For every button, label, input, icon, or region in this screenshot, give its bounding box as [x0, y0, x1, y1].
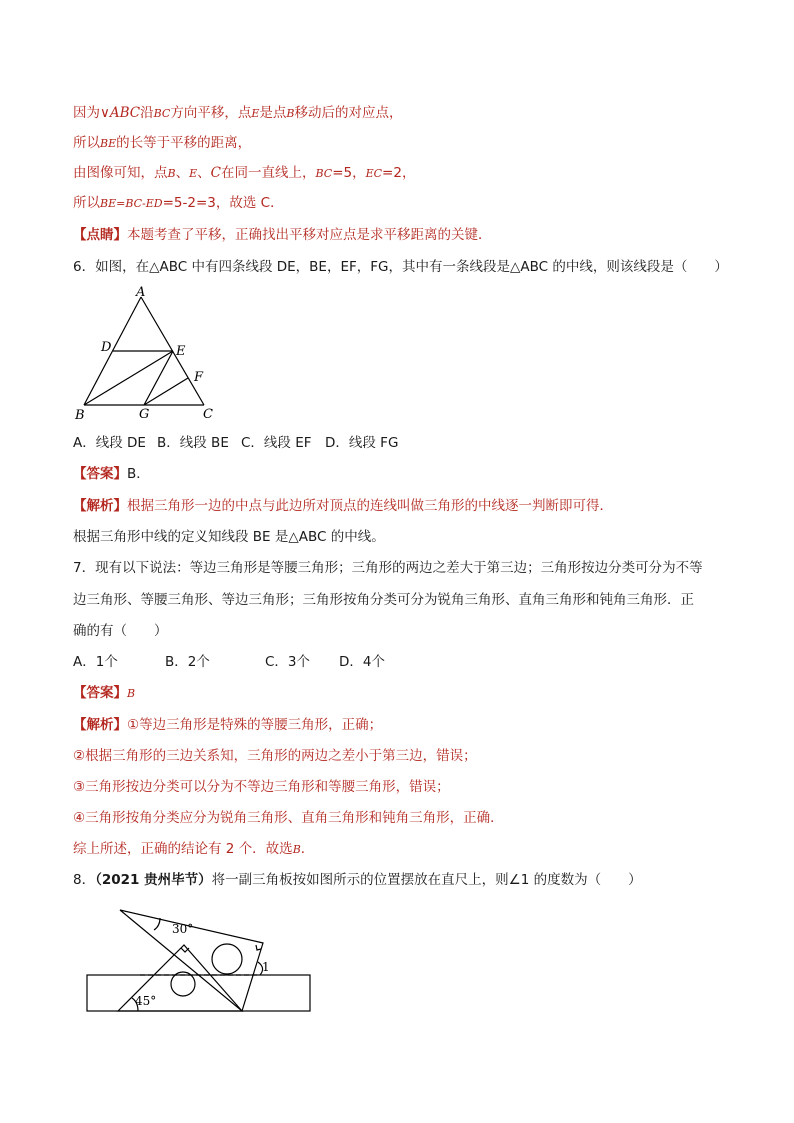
analysis-tag: 【解析】: [73, 717, 127, 733]
q7-stem-2: 边三角形、等腰三角形、等边三角形；三角形按角分类可分为锐角三角形、直角三角形和钝角三角形．正: [73, 592, 694, 608]
right-angle-mark-bottom: [181, 948, 189, 952]
right-angle-mark-top: [256, 945, 261, 950]
ruler: [87, 975, 310, 1011]
angle-30-arc: [154, 918, 160, 930]
text: 所以: [73, 135, 100, 151]
sol5-line2: [73, 134, 251, 153]
q6-extra: 根据三角形中线的定义知线段 BE 是△ABC 的中线。: [73, 529, 385, 545]
segment-ec: EC: [365, 167, 383, 180]
text: 是点: [259, 105, 287, 121]
text: 的长等于平移的距离，: [116, 135, 252, 151]
label-e: E: [176, 344, 186, 359]
text: 、: [175, 165, 190, 181]
q7-option-c[interactable]: C．3个: [265, 654, 311, 670]
label-g: G: [139, 407, 150, 422]
segment-bc: BC: [315, 167, 333, 180]
q7-conclusion: [73, 840, 314, 859]
answer-tag: 【答案】: [73, 466, 127, 482]
sol5-line3: [73, 164, 415, 183]
analysis-text: ①等边三角形是特殊的等腰三角形，正确；: [127, 717, 383, 733]
analysis-tag: 【解析】: [73, 498, 127, 514]
text: =5-2=3，故选: [162, 195, 257, 211]
sol5-comment: [73, 226, 492, 244]
q7-analysis-4: ④三角形按角分类应分为锐角三角形、直角三角形和钝角三角形，正确．: [73, 810, 504, 826]
sol5-line1: [73, 104, 402, 123]
segment-bc: BC: [153, 107, 171, 120]
q7-option-b[interactable]: B．2个: [165, 654, 210, 670]
label-a: A: [136, 285, 146, 300]
q8-triangle-ruler-figure: [80, 902, 320, 1020]
text: 、: [197, 165, 211, 181]
q7-options: [73, 653, 385, 671]
label-d: D: [101, 340, 112, 355]
answer-tag: 【答案】: [73, 685, 127, 701]
text: 由图像可知，点: [73, 165, 168, 181]
q7-stem-1: 7．现有以下说法：等边三角形是等腰三角形；三角形的两边之差大于第三边；三角形按边分类可分为不等: [73, 560, 703, 576]
q7-option-a[interactable]: A．1个: [73, 654, 118, 670]
label-30-degree: 30°: [172, 922, 194, 936]
comment-tag: 【点睛】: [73, 227, 127, 243]
label-b: B: [75, 408, 85, 423]
analysis-text: 根据三角形一边的中点与此边所对顶点的连线叫做三角形的中线逐一判断即可得．: [127, 498, 613, 514]
count: 2: [225, 841, 235, 857]
equation: BE=BC-ED: [100, 197, 163, 210]
sol5-line4: [73, 194, 284, 213]
q6-option-a[interactable]: A．线段 DE: [73, 435, 146, 451]
point-e: E: [189, 167, 198, 180]
segment-be: BE: [100, 137, 117, 150]
answer-value: B．: [127, 466, 150, 482]
label-f: F: [194, 370, 204, 385]
q6-option-c[interactable]: C．线段 EF: [241, 435, 312, 451]
triangle-symbol: ∨ABC: [100, 105, 141, 121]
label-c: C: [203, 407, 213, 422]
q6-option-d[interactable]: D．线段 FG: [325, 435, 399, 451]
text: 所以: [73, 195, 100, 211]
text: 在同一直线上，: [220, 165, 316, 181]
point-e: E: [251, 107, 260, 120]
point-b: B: [286, 107, 295, 120]
question-text: 将一副三角板按如图所示的位置摆放在直尺上，则∠1 的度数为（ ）: [211, 872, 642, 888]
text: 移动后的对应点，: [294, 105, 403, 121]
q6-stem: 6．如图，在△ABC 中有四条线段 DE，BE，EF，FG，其中有一条线段是△ABC 的中线，则该线段是（ ）: [73, 259, 728, 275]
comment-text: 本题考查了平移，正确找出平移对应点是求平移距离的关键．: [127, 227, 492, 243]
text: =5，: [332, 165, 366, 181]
q7-option-d[interactable]: D．4个: [339, 654, 385, 670]
point-c: C: [210, 165, 221, 181]
q6-options: [73, 434, 398, 452]
text: 因为: [73, 105, 100, 121]
q8-stem: [73, 871, 642, 889]
text: 沿: [140, 105, 154, 121]
text: 方向平移，点: [170, 105, 252, 121]
q6-answer: [73, 465, 150, 483]
text: ．: [300, 841, 315, 857]
label-45-degree: 45°: [135, 994, 157, 1008]
answer-letter: B: [292, 843, 301, 856]
text: 个．故选: [238, 841, 293, 857]
triangle-hole-top: [212, 944, 242, 974]
segment-be: [84, 351, 173, 405]
q7-stem-3: 确的有（ ）: [73, 623, 168, 639]
label-angle-1: 1: [262, 960, 270, 974]
question-source: （2021 贵州毕节）: [95, 872, 212, 888]
q6-analysis: [73, 497, 613, 515]
text: C．: [256, 195, 284, 211]
q7-answer: [73, 684, 135, 703]
question-number: 8．: [73, 872, 96, 888]
point-b: B: [167, 167, 176, 180]
answer-value: B: [127, 687, 136, 700]
text: 综上所述，正确的结论有: [73, 841, 222, 857]
q7-analysis-3: ③三角形按边分类可以分为不等边三角形和等腰三角形，错误；: [73, 779, 450, 795]
q6-triangle-figure: [70, 284, 220, 424]
text: =2，: [382, 165, 416, 181]
q6-option-b[interactable]: B．线段 BE: [157, 435, 229, 451]
q7-analysis-1: [73, 716, 382, 734]
q7-analysis-2: ②根据三角形的三边关系知，三角形的两边之差小于第三边，错误；: [73, 748, 477, 764]
